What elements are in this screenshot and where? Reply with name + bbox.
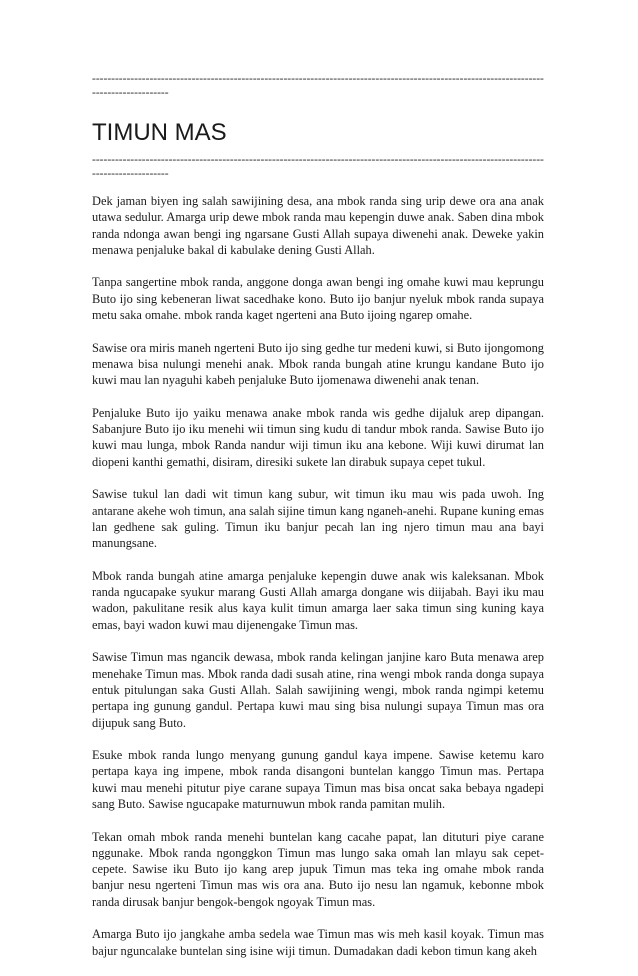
paragraph: Amarga Buto ijo jangkahe amba sedela wae Timun mas wis meh kasil koyak. Timun mas bajur nguncalake buntelan sing isine wiji timun. Dumadakan dadi kebon timun kang akeh — [92, 927, 544, 958]
document-page — [92, 70, 544, 975]
story-body — [92, 193, 544, 959]
paragraph: Sawise Timun mas ngancik dewasa, mbok randa kelingan janjine karo Buta menawa arep menehake Timun mas. Mbok randa dadi susah atine, rina wengi mbok randa donga supaya entuk pitulungan saka Gusti Allah. Salah sawijining wengi, mbok randa ngimpi ketemu pertapa ing gunung gandul. Pertapa kuwi mau sing bisa nulungi supaya Timun mas ora dijupuk sang Buto. — [92, 650, 544, 730]
paragraph: Penjaluke Buto ijo yaiku menawa anake mbok randa wis gedhe dijaluk arep dipangan. Sabanjure Buto ijo iku menehi wii timun sing kudu di tandur mbok randa. Sawise Buto ijo kuwi mau lunga, mbok Randa nandur wiji timun iku ana kebone. Wiji kuwi dirumat lan diopeni kanthi gemathi, disiram, diresiki sukete lan dirabuk supaya cepet tukul. — [92, 405, 544, 469]
paragraph: Tekan omah mbok randa menehi buntelan kang cacahe papat, lan dituturi piye carane nggunake. Mbok randa ngonggkon Timun mas lungo saka omah lan mlayu sak cepet-cepete. Sawise iku Buto ijo kang arep jupuk Timun mas teka ing omahe mbok randa banjur nesu ngerteni Timun mas wis ora ana. Buto ijo nesu lan ngamuk, kebonne mbok randa dirusak banjur bengok-bengok ngoyak Timun mas. — [92, 829, 544, 909]
paragraph: Esuke mbok randa lungo menyang gunung gandul kaya impene. Sawise ketemu karo pertapa kaya ing impene, mbok randa disangoni buntelan kanggo Timun mas. Pertapa kuwi mau menehi pitutur piye carane supaya Timun mas bisa oncat saka bebaya ngadepi sang Buto. Sawise ngucapake maturnuwun mbok randa pamitan mulih. — [92, 748, 544, 811]
page-title: TIMUN MAS — [92, 119, 227, 146]
paragraph: Tanpa sangertine mbok randa, anggone donga awan bengi ing omahe kuwi mau keprungu Buto ijo sing kebeneran liwat sacedhake kono. Buto ijo banjur nyeluk mbok randa supaya metu saka omahe. mbok randa kaget ngerteni ana Buto ijoing ngarep omahe. — [92, 275, 544, 323]
dashed-separator-bottom: ------------------------------------------------------------------------------------------------------------------------------------------ — [92, 154, 544, 180]
paragraph: Sawise tukul lan dadi wit timun kang subur, wit timun iku mau wis pada uwoh. Ing antarane akehe woh timun, ana salah sijine timun kang nganeh-anehi. Rupane kuning emas lan gedhene sak guling. Timun iku banjur pecah lan ing njero timun mau ana bayi manungsane. — [92, 487, 544, 551]
paragraph: Sawise ora miris maneh ngerteni Buto ijo sing gedhe tur medeni kuwi, si Buto ijongomong menawa bisa nulungi menehi anak. Mbok randa bungah atine krungu kandane Buto ijo kuwi mau lan nyaguhi kabeh penjaluke Buto ijomenawa diwenehi anak tenan. — [92, 340, 544, 388]
paragraph: Dek jaman biyen ing salah sawijining desa, ana mbok randa sing urip dewe ora ana anak utawa sedulur. Amarga urip dewe mbok randa mau kepengin duwe anak. Saben dina mbok randa ndonga awan bengi ing ngarsane Gusti Allah supaya diwenehi anak. Deweke yakin menawa penjaluke bakal di kabulake dening Gusti Allah. — [92, 194, 544, 257]
dashed-separator-top: ------------------------------------------------------------------------------------------------------------------------------------------ — [92, 73, 544, 99]
paragraph: Mbok randa bungah atine amarga penjaluke kepengin duwe anak wis kaleksanan. Mbok randa ngucapake syukur marang Gusti Allah amarga dongane wis diijabah. Bayi iku mau wadon, pakulitane resik alus kaya kulit timun amarga laer saka timun sing kuning kaya emas, bayi wadon kuwi mau dijenengake Timun mas. — [92, 568, 544, 632]
